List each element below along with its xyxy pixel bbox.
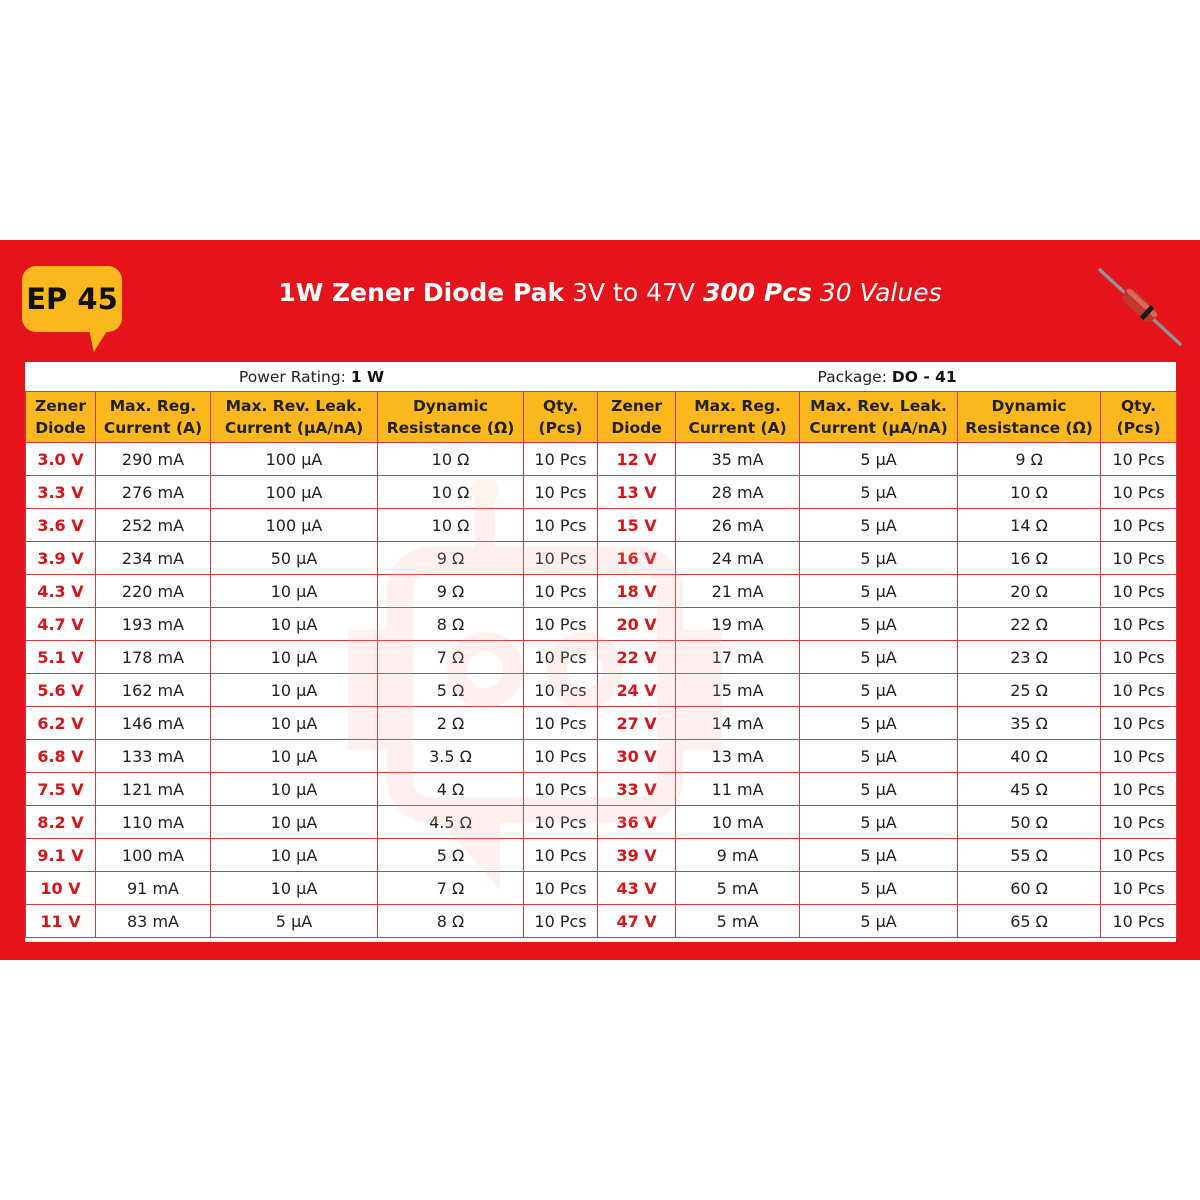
- cell-max-reg-current: 110 mA: [96, 806, 211, 839]
- cell-max-reg-current: 17 mA: [676, 641, 800, 674]
- cell-zener-voltage: 24 V: [598, 674, 676, 707]
- table-row: [26, 707, 1177, 740]
- cell-max-rev-leak-current: 5 µA: [800, 608, 958, 641]
- table-row: [26, 509, 1177, 542]
- cell-max-reg-current: 162 mA: [96, 674, 211, 707]
- cell-qty: 10 Pcs: [524, 641, 598, 674]
- cell-max-reg-current: 35 mA: [676, 443, 800, 476]
- cell-max-reg-current: 9 mA: [676, 839, 800, 872]
- cell-max-rev-leak-current: 5 µA: [211, 905, 378, 938]
- cell-dynamic-resistance: 4.5 Ω: [378, 806, 524, 839]
- cell-qty: 10 Pcs: [1101, 509, 1177, 542]
- cell-dynamic-resistance: 3.5 Ω: [378, 740, 524, 773]
- cell-max-rev-leak-current: 10 µA: [211, 674, 378, 707]
- cell-max-rev-leak-current: 5 µA: [800, 806, 958, 839]
- table-row: [26, 839, 1177, 872]
- cell-zener-voltage: 6.2 V: [26, 707, 96, 740]
- cell-dynamic-resistance: 5 Ω: [378, 674, 524, 707]
- cell-max-rev-leak-current: 5 µA: [800, 740, 958, 773]
- cell-dynamic-resistance: 16 Ω: [958, 542, 1101, 575]
- cell-max-rev-leak-current: 10 µA: [211, 839, 378, 872]
- package-info: [598, 362, 1177, 392]
- cell-qty: 10 Pcs: [524, 707, 598, 740]
- title-count: 300 Pcs: [702, 278, 812, 307]
- badge-tail: [84, 326, 111, 352]
- cell-qty: 10 Pcs: [1101, 740, 1177, 773]
- col-header-qty: Qty. (Pcs): [1101, 392, 1177, 443]
- cell-max-reg-current: 100 mA: [96, 839, 211, 872]
- title-product: 1W Zener Diode Pak: [278, 278, 565, 307]
- cell-dynamic-resistance: 5 Ω: [378, 839, 524, 872]
- cell-qty: 10 Pcs: [524, 839, 598, 872]
- cell-qty: 10 Pcs: [1101, 773, 1177, 806]
- cell-max-reg-current: 83 mA: [96, 905, 211, 938]
- cell-qty: 10 Pcs: [1101, 608, 1177, 641]
- cell-qty: 10 Pcs: [1101, 872, 1177, 905]
- cell-max-reg-current: 178 mA: [96, 641, 211, 674]
- cell-max-reg-current: 15 mA: [676, 674, 800, 707]
- cell-zener-voltage: 3.3 V: [26, 476, 96, 509]
- cell-zener-voltage: 6.8 V: [26, 740, 96, 773]
- cell-dynamic-resistance: 10 Ω: [958, 476, 1101, 509]
- cell-max-rev-leak-current: 10 µA: [211, 773, 378, 806]
- cell-dynamic-resistance: 45 Ω: [958, 773, 1101, 806]
- cell-zener-voltage: 10 V: [26, 872, 96, 905]
- table-row: [26, 740, 1177, 773]
- cell-dynamic-resistance: 9 Ω: [378, 575, 524, 608]
- cell-qty: 10 Pcs: [524, 608, 598, 641]
- cell-max-reg-current: 5 mA: [676, 872, 800, 905]
- cell-dynamic-resistance: 9 Ω: [378, 542, 524, 575]
- table-row: [26, 806, 1177, 839]
- cell-max-reg-current: 11 mA: [676, 773, 800, 806]
- cell-dynamic-resistance: 8 Ω: [378, 905, 524, 938]
- cell-max-reg-current: 121 mA: [96, 773, 211, 806]
- package-value: DO - 41: [891, 367, 957, 386]
- table-row: [26, 542, 1177, 575]
- cell-max-reg-current: 19 mA: [676, 608, 800, 641]
- package-label: Package:: [817, 367, 887, 386]
- cell-qty: 10 Pcs: [524, 509, 598, 542]
- table-row: [26, 905, 1177, 938]
- cell-qty: 10 Pcs: [524, 443, 598, 476]
- cell-zener-voltage: 5.1 V: [26, 641, 96, 674]
- cell-max-reg-current: 146 mA: [96, 707, 211, 740]
- cell-qty: 10 Pcs: [1101, 806, 1177, 839]
- cell-zener-voltage: 11 V: [26, 905, 96, 938]
- table-body: [26, 443, 1177, 938]
- cell-qty: 10 Pcs: [1101, 542, 1177, 575]
- col-header-max-reg-current: Max. Reg. Current (A): [676, 392, 800, 443]
- cell-max-reg-current: 91 mA: [96, 872, 211, 905]
- table-row: [26, 872, 1177, 905]
- cell-qty: 10 Pcs: [1101, 839, 1177, 872]
- cell-qty: 10 Pcs: [1101, 905, 1177, 938]
- cell-dynamic-resistance: 8 Ω: [378, 608, 524, 641]
- cell-qty: 10 Pcs: [524, 575, 598, 608]
- cell-dynamic-resistance: 7 Ω: [378, 641, 524, 674]
- zener-diode-icon: [1094, 258, 1184, 348]
- cell-zener-voltage: 22 V: [598, 641, 676, 674]
- cell-qty: 10 Pcs: [524, 674, 598, 707]
- cell-dynamic-resistance: 25 Ω: [958, 674, 1101, 707]
- title-values: 30 Values: [819, 278, 942, 307]
- cell-max-reg-current: 26 mA: [676, 509, 800, 542]
- cell-max-rev-leak-current: 5 µA: [800, 839, 958, 872]
- col-header-zener-diode: Zener Diode: [26, 392, 96, 443]
- cell-dynamic-resistance: 20 Ω: [958, 575, 1101, 608]
- cell-qty: 10 Pcs: [524, 773, 598, 806]
- cell-max-rev-leak-current: 10 µA: [211, 707, 378, 740]
- cell-dynamic-resistance: 50 Ω: [958, 806, 1101, 839]
- cell-dynamic-resistance: 10 Ω: [378, 509, 524, 542]
- info-row: [26, 362, 1177, 392]
- cell-max-rev-leak-current: 5 µA: [800, 707, 958, 740]
- cell-dynamic-resistance: 2 Ω: [378, 707, 524, 740]
- cell-zener-voltage: 8.2 V: [26, 806, 96, 839]
- cell-zener-voltage: 9.1 V: [26, 839, 96, 872]
- cell-zener-voltage: 15 V: [598, 509, 676, 542]
- cell-dynamic-resistance: 7 Ω: [378, 872, 524, 905]
- cell-max-reg-current: 234 mA: [96, 542, 211, 575]
- cell-max-reg-current: 193 mA: [96, 608, 211, 641]
- cell-qty: 10 Pcs: [1101, 674, 1177, 707]
- cell-qty: 10 Pcs: [1101, 575, 1177, 608]
- cell-qty: 10 Pcs: [524, 542, 598, 575]
- cell-max-rev-leak-current: 10 µA: [211, 806, 378, 839]
- cell-zener-voltage: 18 V: [598, 575, 676, 608]
- table-row: [26, 641, 1177, 674]
- cell-max-reg-current: 290 mA: [96, 443, 211, 476]
- cell-max-rev-leak-current: 10 µA: [211, 575, 378, 608]
- cell-max-rev-leak-current: 5 µA: [800, 476, 958, 509]
- cell-qty: 10 Pcs: [524, 905, 598, 938]
- cell-qty: 10 Pcs: [1101, 476, 1177, 509]
- cell-zener-voltage: 4.3 V: [26, 575, 96, 608]
- cell-max-reg-current: 220 mA: [96, 575, 211, 608]
- cell-max-rev-leak-current: 5 µA: [800, 443, 958, 476]
- cell-qty: 10 Pcs: [1101, 443, 1177, 476]
- col-header-dynamic-resistance: Dynamic Resistance (Ω): [378, 392, 524, 443]
- cell-max-rev-leak-current: 10 µA: [211, 608, 378, 641]
- cell-max-reg-current: 14 mA: [676, 707, 800, 740]
- cell-max-rev-leak-current: 5 µA: [800, 674, 958, 707]
- col-header-max-reg-current: Max. Reg. Current (A): [96, 392, 211, 443]
- cell-max-rev-leak-current: 100 µA: [211, 476, 378, 509]
- cell-max-reg-current: 276 mA: [96, 476, 211, 509]
- cell-qty: 10 Pcs: [524, 740, 598, 773]
- cell-max-reg-current: 10 mA: [676, 806, 800, 839]
- cell-zener-voltage: 20 V: [598, 608, 676, 641]
- cell-qty: 10 Pcs: [1101, 641, 1177, 674]
- cell-zener-voltage: 3.6 V: [26, 509, 96, 542]
- table-row: [26, 575, 1177, 608]
- table-row: [26, 674, 1177, 707]
- table-row: [26, 476, 1177, 509]
- col-header-qty: Qty. (Pcs): [524, 392, 598, 443]
- cell-max-reg-current: 133 mA: [96, 740, 211, 773]
- cell-dynamic-resistance: 4 Ω: [378, 773, 524, 806]
- cell-zener-voltage: 3.9 V: [26, 542, 96, 575]
- col-header-dynamic-resistance: Dynamic Resistance (Ω): [958, 392, 1101, 443]
- episode-badge: [22, 266, 122, 332]
- cell-qty: 10 Pcs: [1101, 707, 1177, 740]
- cell-zener-voltage: 47 V: [598, 905, 676, 938]
- header-row: [26, 392, 1177, 443]
- cell-dynamic-resistance: 60 Ω: [958, 872, 1101, 905]
- cell-max-rev-leak-current: 5 µA: [800, 773, 958, 806]
- cell-qty: 10 Pcs: [524, 806, 598, 839]
- cell-dynamic-resistance: 65 Ω: [958, 905, 1101, 938]
- cell-dynamic-resistance: 35 Ω: [958, 707, 1101, 740]
- cell-zener-voltage: 3.0 V: [26, 443, 96, 476]
- col-header-max-rev-leak-current: Max. Rev. Leak. Current (µA/nA): [800, 392, 958, 443]
- power-rating-label: Power Rating:: [238, 367, 346, 386]
- cell-qty: 10 Pcs: [524, 476, 598, 509]
- cell-dynamic-resistance: 23 Ω: [958, 641, 1101, 674]
- cell-zener-voltage: 36 V: [598, 806, 676, 839]
- cell-max-rev-leak-current: 10 µA: [211, 740, 378, 773]
- cell-max-reg-current: 252 mA: [96, 509, 211, 542]
- cell-zener-voltage: 7.5 V: [26, 773, 96, 806]
- col-header-max-rev-leak-current: Max. Rev. Leak. Current (µA/nA): [211, 392, 378, 443]
- page-title: [230, 278, 990, 307]
- cell-max-reg-current: 5 mA: [676, 905, 800, 938]
- cell-max-rev-leak-current: 5 µA: [800, 872, 958, 905]
- zener-spec-table: [25, 362, 1177, 938]
- cell-dynamic-resistance: 55 Ω: [958, 839, 1101, 872]
- cell-max-rev-leak-current: 100 µA: [211, 509, 378, 542]
- episode-badge-label: EP 45: [26, 282, 118, 316]
- cell-zener-voltage: 5.6 V: [26, 674, 96, 707]
- cell-zener-voltage: 27 V: [598, 707, 676, 740]
- cell-qty: 10 Pcs: [524, 872, 598, 905]
- table-row: [26, 608, 1177, 641]
- power-rating-value: 1 W: [350, 367, 385, 386]
- cell-max-rev-leak-current: 50 µA: [211, 542, 378, 575]
- cell-dynamic-resistance: 9 Ω: [958, 443, 1101, 476]
- cell-zener-voltage: 30 V: [598, 740, 676, 773]
- col-header-zener-diode: Zener Diode: [598, 392, 676, 443]
- power-rating: [26, 362, 598, 392]
- cell-dynamic-resistance: 22 Ω: [958, 608, 1101, 641]
- cell-dynamic-resistance: 10 Ω: [378, 476, 524, 509]
- cell-zener-voltage: 4.7 V: [26, 608, 96, 641]
- cell-max-reg-current: 24 mA: [676, 542, 800, 575]
- cell-max-reg-current: 21 mA: [676, 575, 800, 608]
- cell-zener-voltage: 33 V: [598, 773, 676, 806]
- cell-dynamic-resistance: 10 Ω: [378, 443, 524, 476]
- cell-max-rev-leak-current: 10 µA: [211, 872, 378, 905]
- table-row: [26, 443, 1177, 476]
- cell-max-rev-leak-current: 5 µA: [800, 641, 958, 674]
- cell-dynamic-resistance: 40 Ω: [958, 740, 1101, 773]
- title-range: 3V to 47V: [572, 278, 695, 307]
- cell-max-rev-leak-current: 5 µA: [800, 509, 958, 542]
- table-row: [26, 773, 1177, 806]
- cell-zener-voltage: 16 V: [598, 542, 676, 575]
- cell-zener-voltage: 12 V: [598, 443, 676, 476]
- cell-max-rev-leak-current: 100 µA: [211, 443, 378, 476]
- cell-max-rev-leak-current: 5 µA: [800, 905, 958, 938]
- cell-max-rev-leak-current: 5 µA: [800, 575, 958, 608]
- cell-zener-voltage: 39 V: [598, 839, 676, 872]
- cell-max-rev-leak-current: 10 µA: [211, 641, 378, 674]
- cell-zener-voltage: 43 V: [598, 872, 676, 905]
- cell-dynamic-resistance: 14 Ω: [958, 509, 1101, 542]
- cell-max-reg-current: 13 mA: [676, 740, 800, 773]
- cell-zener-voltage: 13 V: [598, 476, 676, 509]
- cell-max-rev-leak-current: 5 µA: [800, 542, 958, 575]
- cell-max-reg-current: 28 mA: [676, 476, 800, 509]
